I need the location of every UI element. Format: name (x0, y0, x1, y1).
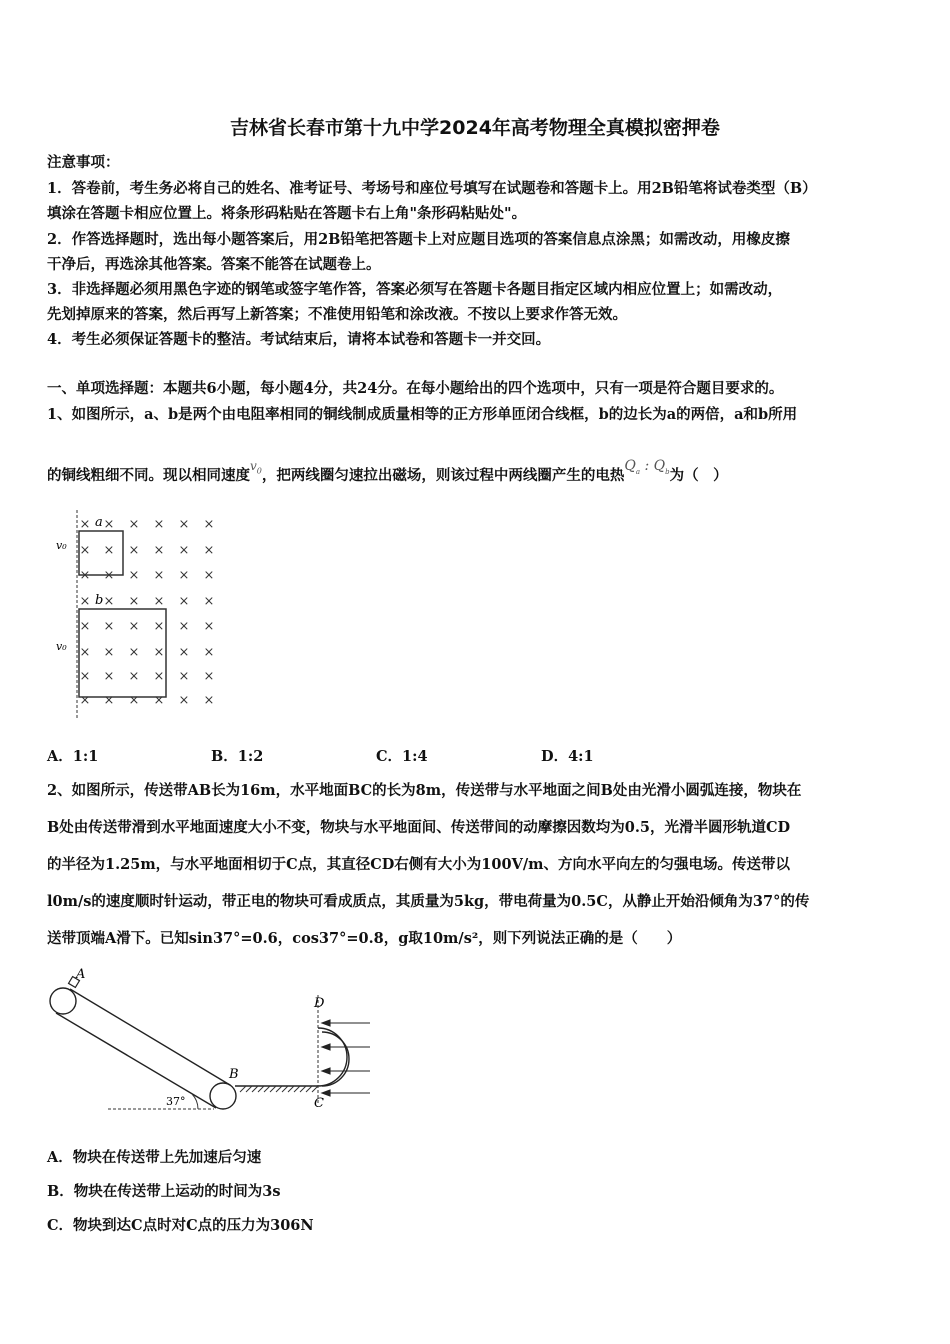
q1-stem-line2 (47, 458, 728, 486)
lower-roller (210, 1083, 236, 1109)
field-cross-mark: × (79, 645, 91, 660)
notice-item-1: 1．答卷前，考生务必将自己的姓名、准考证号、考场号和座位号填写在试题卷和答题卡上。用2B铅笔将试卷类型（B） (47, 180, 817, 197)
semicircle-track-inner (322, 1032, 349, 1086)
q2-stem-line2: B处由传送带滑到水平地面速度大小不变，物块与水平地面间、传送带间的动摩擦因数均为0.5，光滑半圆形轨道CD (47, 819, 791, 836)
page-title: 吉林省长春市第十九中学2024年高考物理全真模拟密押卷 (230, 117, 720, 139)
hatch-mark (300, 1086, 306, 1092)
belt-bottom (56, 1013, 216, 1108)
hatch-mark (264, 1086, 270, 1092)
hatch-mark (294, 1086, 300, 1092)
v0-label-a: v₀ (56, 539, 67, 552)
field-cross-mark: × (103, 517, 115, 532)
field-cross-mark: × (103, 619, 115, 634)
v0-symbol: v0 (250, 459, 262, 476)
q1-stem-line1: 1、如图所示，a、b是两个由电阻率相同的铜线制成质量相等的正方形单匝闭合线框，b的边长为a的两倍，a和b所用 (47, 406, 798, 423)
q1-text-b: ，把两线圈匀速拉出磁场，则该过程中两线圈产生的电热 (261, 467, 625, 484)
notice-heading: 注意事项： (47, 154, 120, 171)
field-cross-mark: × (203, 619, 215, 634)
field-cross-mark: × (203, 543, 215, 558)
hatch-mark (276, 1086, 282, 1092)
q2-option-c[interactable]: C．物块到达C点时对C点的压力为306N (47, 1217, 314, 1234)
field-cross-mark: × (153, 568, 165, 583)
field-cross-mark: × (128, 669, 140, 684)
hatch-mark (270, 1086, 276, 1092)
notice-item-2: 2．作答选择题时，选出每小题答案后，用2B铅笔把答题卡上对应题目选项的答案信息点涂黑；如需改动，用橡皮擦 (47, 231, 790, 248)
hatch-mark (282, 1086, 288, 1092)
angle-label: 37° (166, 1095, 186, 1108)
field-cross-mark: × (103, 594, 115, 609)
q2-figure (40, 965, 380, 1115)
field-cross-mark: × (103, 568, 115, 583)
field-cross-mark: × (79, 568, 91, 583)
point-d-label: D (314, 996, 325, 1011)
field-cross-mark: × (203, 568, 215, 583)
point-a-label: A (76, 967, 86, 982)
hatch-mark (252, 1086, 258, 1092)
field-cross-mark: × (103, 645, 115, 660)
q2-stem-line1: 2、如图所示，传送带AB长为16m，水平地面BC的长为8m，传送带与水平地面之间B处由光滑小圆弧连接，物块在 (47, 782, 802, 799)
upper-roller (50, 988, 76, 1014)
field-cross-mark: × (178, 517, 190, 532)
field-cross-mark: × (178, 693, 190, 708)
q1-option-d[interactable]: D．4:1 (541, 748, 594, 765)
field-cross-mark: × (79, 619, 91, 634)
field-cross-mark: × (178, 645, 190, 660)
field-cross-mark: × (203, 693, 215, 708)
hatch-mark (312, 1086, 318, 1092)
q1-figure (52, 508, 232, 720)
field-cross-mark: × (79, 594, 91, 609)
hatch-mark (258, 1086, 264, 1092)
field-cross-mark: × (103, 543, 115, 558)
hatch-mark (240, 1086, 246, 1092)
field-cross-mark: × (128, 594, 140, 609)
field-cross-mark: × (128, 543, 140, 558)
q1-option-c[interactable]: C．1:4 (376, 748, 428, 765)
field-crosses (80, 517, 215, 708)
section-heading: 一、单项选择题：本题共6小题，每小题4分，共24分。在每小题给出的四个选项中，只有一项是符合题目要求的。 (47, 380, 784, 397)
hatch-mark (246, 1086, 252, 1092)
v0-label-b: v₀ (56, 640, 67, 653)
field-cross-mark: × (79, 517, 91, 532)
field-cross-mark: × (79, 669, 91, 684)
ground-hatch (240, 1086, 318, 1092)
loop-b-label: b (95, 593, 104, 608)
q1-option-b[interactable]: B．1:2 (211, 748, 264, 765)
field-cross-mark: × (153, 517, 165, 532)
q1-option-a[interactable]: A．1:1 (47, 748, 99, 765)
notice-item-4: 4．考生必须保证答题卡的整洁。考试结束后，请将本试卷和答题卡一并交回。 (47, 331, 551, 348)
field-cross-mark: × (203, 645, 215, 660)
q1-text-c: 为（ ） (669, 467, 728, 484)
point-c-label: C (314, 1096, 324, 1111)
point-b-label: B (229, 1067, 239, 1082)
field-cross-mark: × (178, 543, 190, 558)
q2-option-a[interactable]: A．物块在传送带上先加速后匀速 (47, 1149, 262, 1166)
hatch-mark (288, 1086, 294, 1092)
field-cross-mark: × (128, 693, 140, 708)
field-cross-mark: × (153, 645, 165, 660)
field-cross-mark: × (178, 669, 190, 684)
field-cross-mark: × (128, 517, 140, 532)
field-cross-mark: × (178, 568, 190, 583)
field-cross-mark: × (178, 619, 190, 634)
loop-a-label: a (95, 515, 103, 530)
q2-stem-line4: l0m/s的速度顺时针运动，带正电的物块可看成质点，其质量为5kg，带电荷量为0.5C，从静止开始沿倾角为37°的传 (47, 893, 810, 910)
field-cross-mark: × (79, 543, 91, 558)
field-cross-mark: × (128, 645, 140, 660)
q2-stem-line3: 的半径为1.25m，与水平地面相切于C点，其直径CD右侧有大小为100V/m、方向水平向左的匀强电场。传送带以 (47, 856, 790, 873)
field-cross-mark: × (203, 669, 215, 684)
q2-stem-line5: 送带顶端A滑下。已知sin37°=0.6，cos37°=0.8，g取10m/s²，则下列说法正确的是（ ） (47, 930, 682, 947)
hatch-mark (306, 1086, 312, 1092)
field-cross-mark: × (103, 669, 115, 684)
field-cross-mark: × (153, 619, 165, 634)
field-cross-mark: × (203, 594, 215, 609)
q2-option-b[interactable]: B．物块在传送带上运动的时间为3s (47, 1183, 281, 1200)
field-cross-mark: × (153, 669, 165, 684)
field-cross-mark: × (153, 693, 165, 708)
field-cross-mark: × (153, 543, 165, 558)
notice-item-3: 3．非选择题必须用黑色字迹的钢笔或签字笔作答，答案必须写在答题卡各题目指定区域内相应位置上；如需改动， (47, 281, 783, 298)
heat-ratio-symbol: $Q_a$ : $Q_b$ (624, 458, 670, 476)
notice-item-2-cont: 干净后，再选涂其他答案。答案不能答在试题卷上。 (47, 256, 381, 273)
field-cross-mark: × (128, 568, 140, 583)
field-cross-mark: × (178, 594, 190, 609)
notice-item-1-cont: 填涂在答题卡相应位置上。将条形码粘贴在答题卡右上角"条形码粘贴处"。 (47, 205, 527, 222)
q1-text-a: 的铜线粗细不同。现以相同速度 (47, 467, 250, 484)
field-cross-mark: × (128, 619, 140, 634)
notice-item-3-cont: 先划掉原来的答案，然后再写上新答案；不准使用铅笔和涂改液。不按以上要求作答无效。 (47, 306, 627, 323)
field-cross-mark: × (203, 517, 215, 532)
field-cross-mark: × (103, 693, 115, 708)
belt-top (70, 989, 230, 1085)
field-cross-mark: × (153, 594, 165, 609)
field-cross-mark: × (79, 693, 91, 708)
